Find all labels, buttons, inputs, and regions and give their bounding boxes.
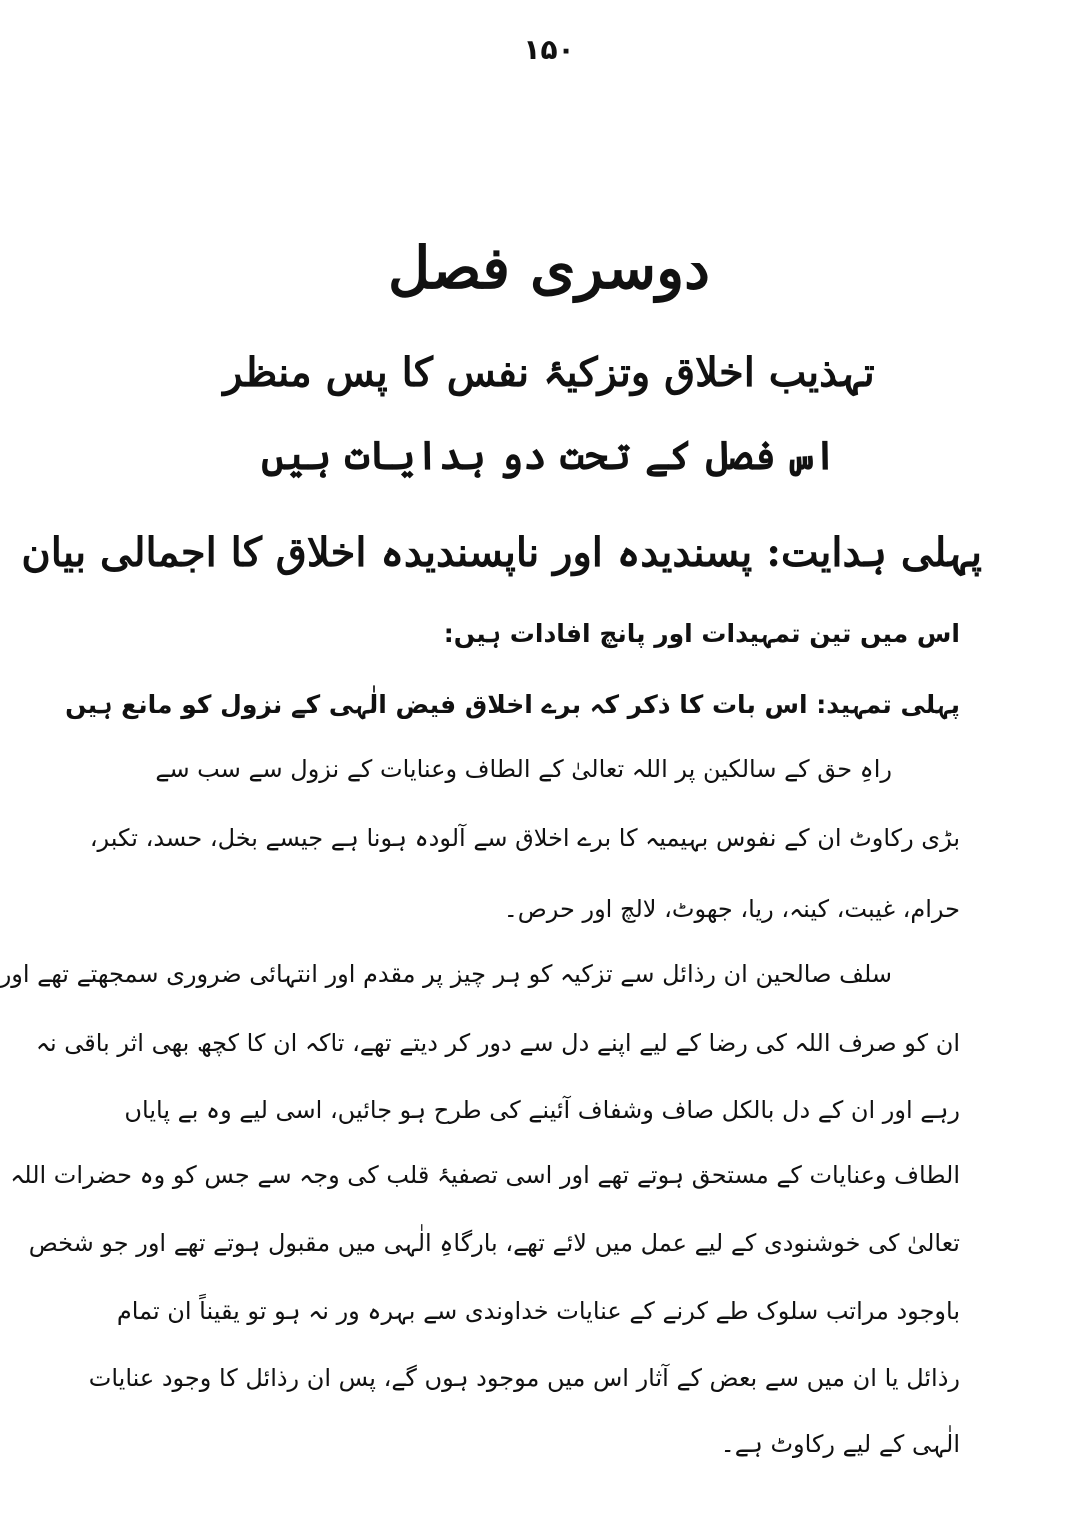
first-preface-heading: پہلی تمہید: اس بات کا ذکر کہ برے اخلاق فیض الٰہی کے نزول کو مانع ہیں [65, 690, 960, 719]
section-subtitle: اس فصل کے تحت دو ہدایات ہیں [261, 432, 837, 479]
paragraph-2-line-4: الطاف وعنایات کے مستحق ہوتے تھے اور اسی تصفیۂ قلب کی وجہ سے جس کو وہ حضرات اللہ [10, 1161, 960, 1189]
intro-line: اس میں تین تمہیدات اور پانچ افادات ہیں: [443, 619, 960, 648]
paragraph-1-line-1: راہِ حق کے سالکین پر اللہ تعالیٰ کے الطاف وعنایات کے نزول سے سب سے [155, 755, 892, 783]
paragraph-2-line-2: ان کو صرف اللہ کی رضا کے لیے اپنے دل سے دور کر دیتے تھے، تاکہ ان کا کچھ بھی اثر باقی نہ [35, 1029, 960, 1057]
first-guidance-heading: پہلی ہدایت: پسندیدہ اور ناپسندیدہ اخلاق کا اجمالی بیان [21, 529, 982, 576]
paragraph-1-line-3: حرام، غیبت، کینہ، ریا، جھوٹ، لالچ اور حرص۔ [503, 895, 960, 923]
paragraph-2-line-1: سلف صالحین ان رذائل سے تزکیہ کو ہر چیز پر مقدم اور انتہائی ضروری سمجھتے تھے اور [0, 960, 892, 988]
section-title: تہذیب اخلاق وتزکیۂ نفس کا پس منظر [223, 349, 875, 396]
page-number: ۱۵۰ [523, 33, 575, 66]
paragraph-1-line-2: بڑی رکاوٹ ان کے نفوس بہیمیہ کا برے اخلاق سے آلودہ ہونا ہے جیسے بخل، حسد، تکبر، [89, 824, 960, 852]
paragraph-2-line-7: رذائل یا ان میں سے بعض کے آثار اس میں موجود ہوں گے، پس ان رذائل کا وجود عنایات [88, 1364, 960, 1392]
paragraph-2-line-3: رہے اور ان کے دل بالکل صاف وشفاف آئینے کی طرح ہو جائیں، اسی لیے وہ بے پایاں [124, 1096, 960, 1124]
paragraph-2-line-6: باوجود مراتب سلوک طے کرنے کے عنایات خداوندی سے بہرہ ور نہ ہو تو یقیناً ان تمام [116, 1297, 960, 1325]
chapter-title: دوسری فصل [388, 234, 710, 302]
paragraph-2-line-5: تعالیٰ کی خوشنودی کے لیے عمل میں لائے تھے، بارگاہِ الٰہی میں مقبول ہوتے تھے اور جو شخص [28, 1229, 960, 1257]
paragraph-2-line-8: الٰہی کے لیے رکاوٹ ہے۔ [720, 1430, 960, 1458]
